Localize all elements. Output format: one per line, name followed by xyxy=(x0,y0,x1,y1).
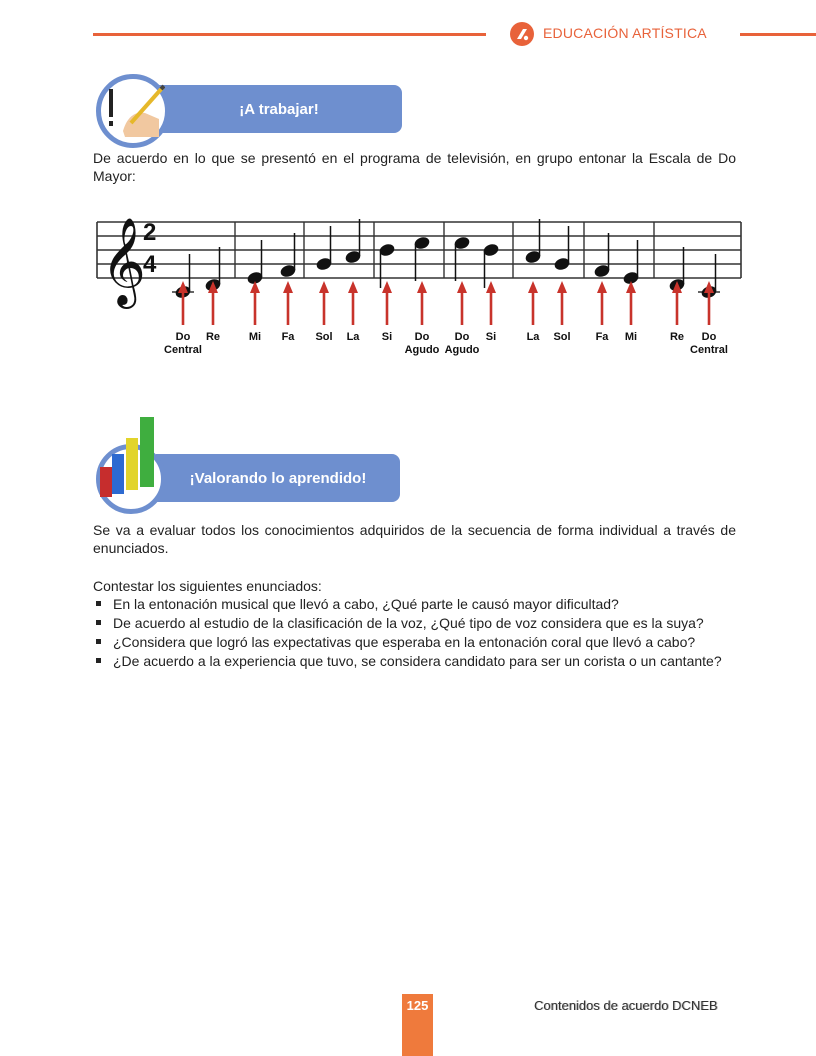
note-label: Sol xyxy=(315,331,333,343)
question-text: De acuerdo al estudio de la clasificación de la voz, ¿Qué tipo de voz considera que es la suya? xyxy=(113,615,704,631)
bullet-square-icon xyxy=(96,601,101,606)
staff-lines xyxy=(97,222,741,278)
page-number: 125 xyxy=(406,998,429,1013)
section2-paragraph: Se va a evaluar todos los conocimientos adquiridos de la secuencia de forma individual a través de enunciados. xyxy=(93,522,736,556)
note-label: Do xyxy=(454,331,470,343)
note-label: Do xyxy=(701,331,717,343)
arrow-up-icon xyxy=(319,281,329,293)
note-label: Sol xyxy=(553,331,571,343)
list-item xyxy=(93,595,736,613)
bullet-square-icon xyxy=(96,620,101,625)
note-sublabel: Agudo xyxy=(404,344,440,356)
question-list xyxy=(93,595,736,671)
note-label: Re xyxy=(205,331,221,343)
banner-a-trabajar-label: ¡A trabajar! xyxy=(239,100,319,118)
bullet-square-icon xyxy=(96,658,101,663)
arrow-up-icon xyxy=(528,281,538,293)
header-title: EDUCACIÓN ARTÍSTICA xyxy=(543,25,707,41)
treble-clef-icon xyxy=(101,216,146,309)
arrow-up-icon xyxy=(457,281,467,293)
section2-instructions: Contestar los siguientes enunciados: xyxy=(93,578,322,594)
svg-text:𝄞: 𝄞 xyxy=(101,216,146,305)
bar-chart-icon xyxy=(96,412,166,512)
banner-valorando xyxy=(96,412,406,516)
header-rule-right xyxy=(740,33,816,36)
note-label: Mi xyxy=(248,331,262,343)
note-label: Fa xyxy=(595,331,609,343)
note-labels xyxy=(164,331,728,356)
time-signature-bottom: 4 xyxy=(143,251,157,278)
question-text: En la entonación musical que llevó a cabo, ¿Qué parte le causó mayor dificultad? xyxy=(113,596,619,612)
bullet-square-icon xyxy=(96,639,101,644)
arrow-up-icon xyxy=(348,281,358,293)
list-item xyxy=(93,633,736,651)
arrow-up-icon xyxy=(283,281,293,293)
note-label: Si xyxy=(485,331,497,343)
section1-paragraph: De acuerdo en lo que se presentó en el programa de televisión, en grupo entonar la Escala de Do Mayor: xyxy=(93,150,736,184)
header-rule-left xyxy=(93,33,486,36)
note-label: Do xyxy=(175,331,191,343)
list-item xyxy=(93,652,736,670)
arrow-up-icon xyxy=(417,281,427,293)
c-major-scale-staff xyxy=(95,205,745,361)
note-label: Si xyxy=(381,331,393,343)
note-label: Mi xyxy=(624,331,638,343)
note-label: La xyxy=(526,331,540,343)
time-signature-top: 2 xyxy=(143,219,157,246)
brand-logo-icon xyxy=(509,21,535,47)
note-sublabel: Central xyxy=(164,344,202,356)
question-text: ¿Considera que logró las expectativas que esperaba en la entonación coral que llevó a cabo? xyxy=(113,634,696,650)
banner-a-trabajar-bar xyxy=(156,85,402,133)
arrow-up-icon xyxy=(597,281,607,293)
writing-hand-icon xyxy=(96,74,170,148)
note-label: Do xyxy=(414,331,430,343)
arrow-up-icon xyxy=(486,281,496,293)
banner-valorando-label: ¡Valorando lo aprendido! xyxy=(189,469,367,487)
list-item xyxy=(93,614,736,632)
note-label: Re xyxy=(669,331,685,343)
question-text: ¿De acuerdo a la experiencia que tuvo, se considera candidato para ser un corista o un cantante? xyxy=(113,653,722,669)
note-sublabel: Central xyxy=(690,344,728,356)
note-label: Fa xyxy=(281,331,295,343)
banner-valorando-bar xyxy=(156,454,400,502)
arrows xyxy=(178,281,714,325)
note-label: La xyxy=(346,331,360,343)
arrow-up-icon xyxy=(382,281,392,293)
note-sublabel: Agudo xyxy=(444,344,480,356)
arrow-up-icon xyxy=(557,281,567,293)
footer-text: Contenidos de acuerdo DCNEB xyxy=(534,998,718,1013)
